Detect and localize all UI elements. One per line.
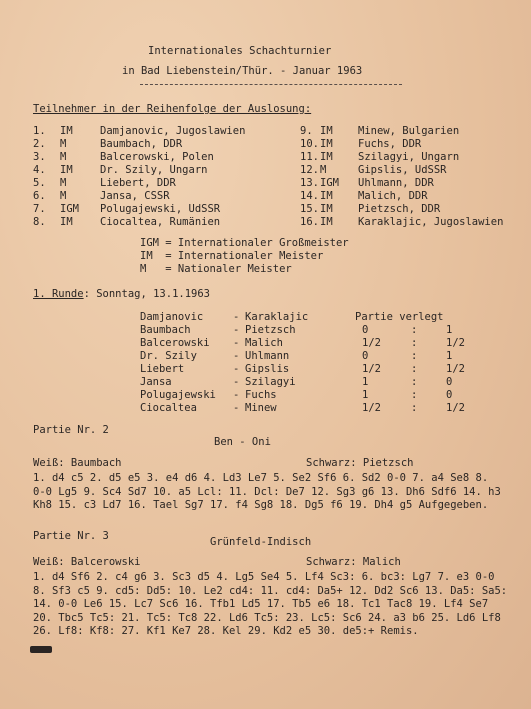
game2-black: Schwarz: Pietzsch [306,457,414,469]
pairing-white-player: Baumbach [140,324,191,336]
pairing-score-black: 1 [446,350,453,362]
document-title: Internationales Schachturnier [148,45,332,57]
pairing-black-player: Malich [245,337,283,349]
pairing-score-white: 1/2 [362,337,381,349]
pairing-score-white: 1 [362,376,369,388]
pairing-score-black: 0 [446,389,453,401]
pairing-score-white: 0 [362,324,369,336]
pairing-white-player: Liebert [140,363,185,375]
participant-name: Fuchs, DDR [358,138,422,150]
pairing-dash: - [233,389,240,401]
round-heading [33,288,210,300]
pairing-dash: - [233,311,240,323]
pairing-black-player: Gipslis [245,363,290,375]
pairing-black-player: Uhlmann [245,350,290,362]
participant-number: 13. [300,177,319,189]
pairing-score-black: 1/2 [446,402,465,414]
document-subtitle: in Bad Liebenstein/Thür. - Januar 1963 [122,65,363,77]
game2-opening: Ben - Oni [214,436,271,448]
legend-igm: IGM = Internationaler Großmeister [140,237,349,249]
ink-smudge [30,646,52,653]
participant-title: IM [320,138,333,150]
participant-title: M [60,151,67,163]
participant-name: Damjanovic, Jugoslawien [100,125,246,137]
game3-label: Partie Nr. 3 [33,530,109,542]
legend-im: IM = Internationaler Meister [140,250,324,262]
pairing-white-player: Jansa [140,376,172,388]
participant-number: 14. [300,190,319,202]
participant-number: 16. [300,216,319,228]
pairing-dash: - [233,324,240,336]
pairing-score-white: 0 [362,350,369,362]
pairing-dash: - [233,376,240,388]
participant-title: IGM [320,177,339,189]
game3-white: Weiß: Balcerowski [33,556,141,568]
pairing-score-separator: : [411,376,418,388]
pairing-black-player: Fuchs [245,389,277,401]
participant-number: 7. [33,203,46,215]
participant-title: IM [320,125,333,137]
pairing-score-black: 1/2 [446,337,465,349]
pairing-black-player: Minew [245,402,277,414]
pairing-score-black: 1 [446,324,453,336]
pairing-dash: - [233,337,240,349]
game3-black: Schwarz: Malich [306,556,401,568]
participant-title: M [320,164,327,176]
participant-title: IM [320,203,333,215]
round-heading-date: : Sonntag, 13.1.1963 [83,288,211,300]
participant-title: M [60,190,67,202]
pairing-dash: - [233,402,240,414]
pairing-score-separator: : [411,324,418,336]
pairing-score-separator: : [411,337,418,349]
participant-name: Gipslis, UdSSR [358,164,447,176]
participant-number: 2. [33,138,46,150]
pairing-dash: - [233,363,240,375]
participant-name: Pietzsch, DDR [358,203,441,215]
participant-name: Ciocaltea, Rumänien [100,216,221,228]
pairing-black-player: Szilagyi [245,376,296,388]
participant-name: Minew, Bulgarien [358,125,460,137]
participant-title: IM [320,216,333,228]
pairing-score-separator: : [411,402,418,414]
participant-number: 11. [300,151,319,163]
participant-number: 12. [300,164,319,176]
pairing-score-separator: : [411,389,418,401]
pairing-score-separator: : [411,350,418,362]
legend-m: M = Nationaler Meister [140,263,292,275]
participant-number: 15. [300,203,319,215]
round-heading-label: 1. Runde [33,288,84,300]
participants-heading: Teilnehmer in der Reihenfolge der Auslosung: [33,103,312,115]
participant-title: M [60,138,67,150]
participant-title: IM [60,125,73,137]
pairing-score-white: 1/2 [362,363,381,375]
participant-title: IM [60,164,73,176]
participant-number: 8. [33,216,46,228]
title-divider [140,84,402,85]
participant-number: 5. [33,177,46,189]
participant-number: 10. [300,138,319,150]
participant-number: 1. [33,125,46,137]
game2-moves: 1. d4 c5 2. d5 e5 3. e4 d6 4. Ld3 Le7 5. Se2 Sf6 6. Sd2 0-0 7. a4 Se8 8. 0-0 Lg5 9. Sc4 Sd7 10. a5 Lcl: 11. Dcl: De7 12. Sg3 g6 13. Dh6 Sdf6 14. h3 Kh8 15. c3 Ld7 16. Tael Sg7 17. f4 Sg8 18. Dg5 f6 19. Dh4 g5 Aufgegeben. [33,472,501,512]
pairing-score-separator: : [411,363,418,375]
pairing-white-player: Balcerowski [140,337,210,349]
pairing-white-player: Dr. Szily [140,350,197,362]
participant-number: 4. [33,164,46,176]
participant-name: Baumbach, DDR [100,138,183,150]
pairing-black-player: Karaklajic [245,311,309,323]
game2-label: Partie Nr. 2 [33,424,109,436]
game3-opening: Grünfeld-Indisch [210,536,312,548]
participant-name: Jansa, CSSR [100,190,170,202]
participant-title: IM [320,151,333,163]
pairing-score-white: 1 [362,389,369,401]
pairing-white-player: Polugajewski [140,389,216,401]
participant-name: Liebert, DDR [100,177,176,189]
participant-number: 3. [33,151,46,163]
participant-number: 6. [33,190,46,202]
game2-white: Weiß: Baumbach [33,457,122,469]
participant-name: Szilagyi, Ungarn [358,151,460,163]
participant-name: Uhlmann, DDR [358,177,434,189]
pairing-white-player: Ciocaltea [140,402,197,414]
pairing-score-black: 0 [446,376,453,388]
pairing-score-black: 1/2 [446,363,465,375]
participant-name: Polugajewski, UdSSR [100,203,221,215]
participant-title: IM [60,216,73,228]
participant-number: 9. [300,125,313,137]
participant-name: Karaklajic, Jugoslawien [358,216,504,228]
participant-title: IM [320,190,333,202]
pairing-score-white: 1/2 [362,402,381,414]
participant-name: Balcerowski, Polen [100,151,214,163]
participant-title: M [60,177,67,189]
participant-name: Dr. Szily, Ungarn [100,164,208,176]
pairing-dash: - [233,350,240,362]
pairing-result-note: Partie verlegt [355,311,444,323]
participant-name: Malich, DDR [358,190,428,202]
pairing-white-player: Damjanovic [140,311,204,323]
game3-moves: 1. d4 Sf6 2. c4 g6 3. Sc3 d5 4. Lg5 Se4 5. Lf4 Sc3: 6. bc3: Lg7 7. e3 0-0 8. Sf3 c5 9. cd5: Dd5: 10. Le2 cd4: 11. cd4: Da5+ 12. Dd2 Sc6 13. Da5: Sa5: 14. 0-0 Le6 15. Lc7 Sc6 16. Tfb1 Ld5 17. Tb5 e6 18. Tc1 Tac8 19. Lf4 Se7 20. Tbc5 Tc5: 21. Tc5: Tc8 22. Ld6 Tc5: 23. Lc5: Sc6 24. a3 b6 25. Ld6 Lf8 26. Lf8: Kf8: 27. Kf1 Ke7 28. Kel 29. Kd2 e5 30. de5:+ Remis. [33,571,508,638]
participant-title: IGM [60,203,79,215]
pairing-black-player: Pietzsch [245,324,296,336]
